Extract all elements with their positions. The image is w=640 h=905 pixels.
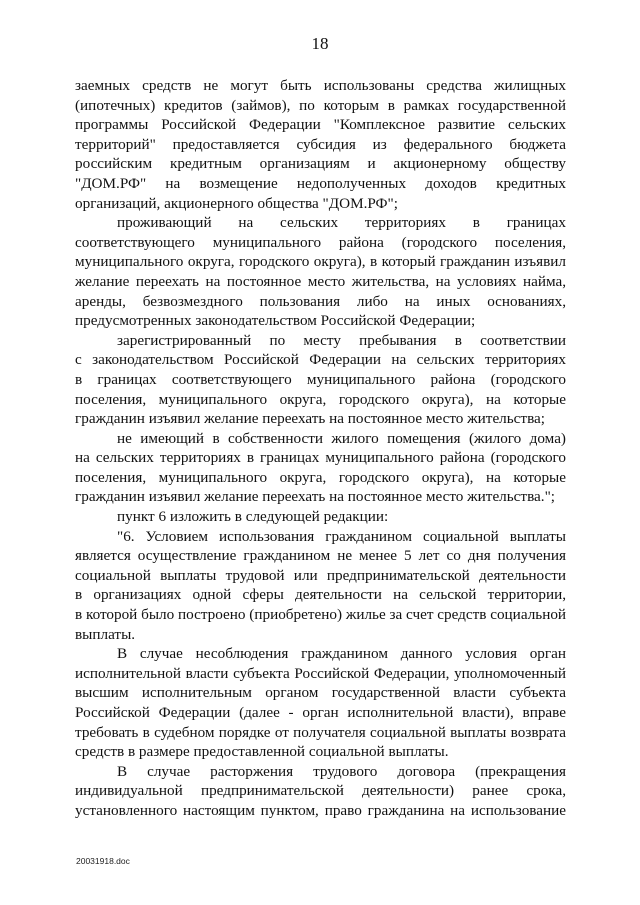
text-line: с законодательством Российской Федерации на сельских территориях: [75, 351, 566, 369]
text-line: средств в размере предоставленной социальной выплаты.: [75, 743, 449, 761]
text-line: Российской Федерации (далее - орган исполнительной власти), вправе: [75, 704, 566, 721]
text-line: соответствующего муниципального района (городского поселения,: [75, 233, 566, 251]
paragraph-no-property: [75, 429, 566, 507]
text-line: требовать в судебном порядке от получателя социальной выплаты возврата: [75, 723, 566, 741]
text-line: российским кредитным организациям и акционерному обществу: [75, 155, 566, 173]
paragraph-item-6-intro: [75, 507, 566, 527]
text-line: в организациях одной сферы деятельности на сельской территории,: [75, 586, 566, 604]
text-line: зарегистрированный по месту пребывания в соответствии: [117, 331, 566, 349]
text-line: (ипотечных) кредитов (займов), по которым в рамках государственной: [75, 96, 566, 114]
document-body: [75, 76, 566, 821]
paragraph-loan-funds: [75, 76, 566, 213]
paragraph-item-6-condition: [75, 527, 566, 645]
paragraph-contract-termination: [75, 762, 566, 821]
document-file-code: 20031918.doc: [76, 856, 130, 866]
text-line: социальной выплаты трудовой или предпринимательской деятельности: [75, 566, 566, 584]
text-line: гражданин изъявил желание переехать на постоянное место жительства;: [75, 410, 545, 428]
text-line: установленного настоящим пунктом, право гражданина на использование: [75, 801, 566, 819]
text-line: предусмотренных законодательством Российской Федерации;: [75, 312, 476, 330]
text-line: поселения, муниципального округа, городского округа), на которые: [75, 468, 566, 486]
text-line: в границах соответствующего муниципального района (городского: [75, 370, 566, 388]
text-line: заемных средств не могут быть использованы средства жилищных: [75, 77, 566, 94]
text-line: на сельских территориях в границах муниципального района (городского: [75, 449, 566, 467]
page-number: 18: [311, 34, 329, 53]
paragraph-registered: [75, 331, 566, 429]
text-line: желание переехать на постоянное место жительства, на условиях найма,: [75, 272, 566, 290]
text-line: исполнительной власти субъекта Российской Федерации, уполномоченный: [75, 664, 566, 682]
text-line: является осуществление гражданином не менее 5 лет со дня получения: [75, 547, 566, 565]
paragraph-non-compliance: [75, 644, 566, 762]
text-line: пункт 6 изложить в следующей редакции:: [117, 508, 389, 526]
paragraph-residing: [75, 213, 566, 331]
text-line: проживающий на сельских территориях в границах: [117, 214, 566, 232]
text-line: не имеющий в собственности жилого помещения (жилого дома): [117, 429, 566, 447]
text-line: организаций, акционерного общества "ДОМ.РФ";: [75, 194, 398, 212]
text-line: индивидуальной предпринимательской деятельности) ранее срока,: [75, 782, 566, 800]
text-line: "ДОМ.РФ" на возмещение недополученных доходов кредитных: [75, 174, 566, 192]
text-line: В случае несоблюдения гражданином данного условия орган: [117, 645, 566, 663]
text-line: программы Российской Федерации "Комплексное развитие сельских: [75, 116, 566, 134]
text-line: поселения, муниципального округа, городского округа), на которые: [75, 390, 566, 408]
text-line: "6. Условием использования гражданином социальной выплаты: [117, 527, 566, 545]
text-line: высшим исполнительным органом государственной власти субъекта: [75, 684, 566, 702]
text-line: В случае расторжения трудового договора (прекращения: [117, 762, 566, 780]
text-line: гражданин изъявил желание переехать на постоянное место жительства.";: [75, 488, 555, 506]
text-line: муниципального округа, городского округа), в который гражданин изъявил: [75, 253, 566, 271]
text-line: территорий" предоставляется субсидия из федерального бюджета: [75, 135, 566, 153]
text-line: аренды, безвозмездного пользования либо на иных основаниях,: [75, 292, 566, 310]
text-line: в которой было построено (приобретено) жилье за счет средств социальной: [75, 606, 567, 624]
text-line: выплаты.: [75, 625, 136, 643]
